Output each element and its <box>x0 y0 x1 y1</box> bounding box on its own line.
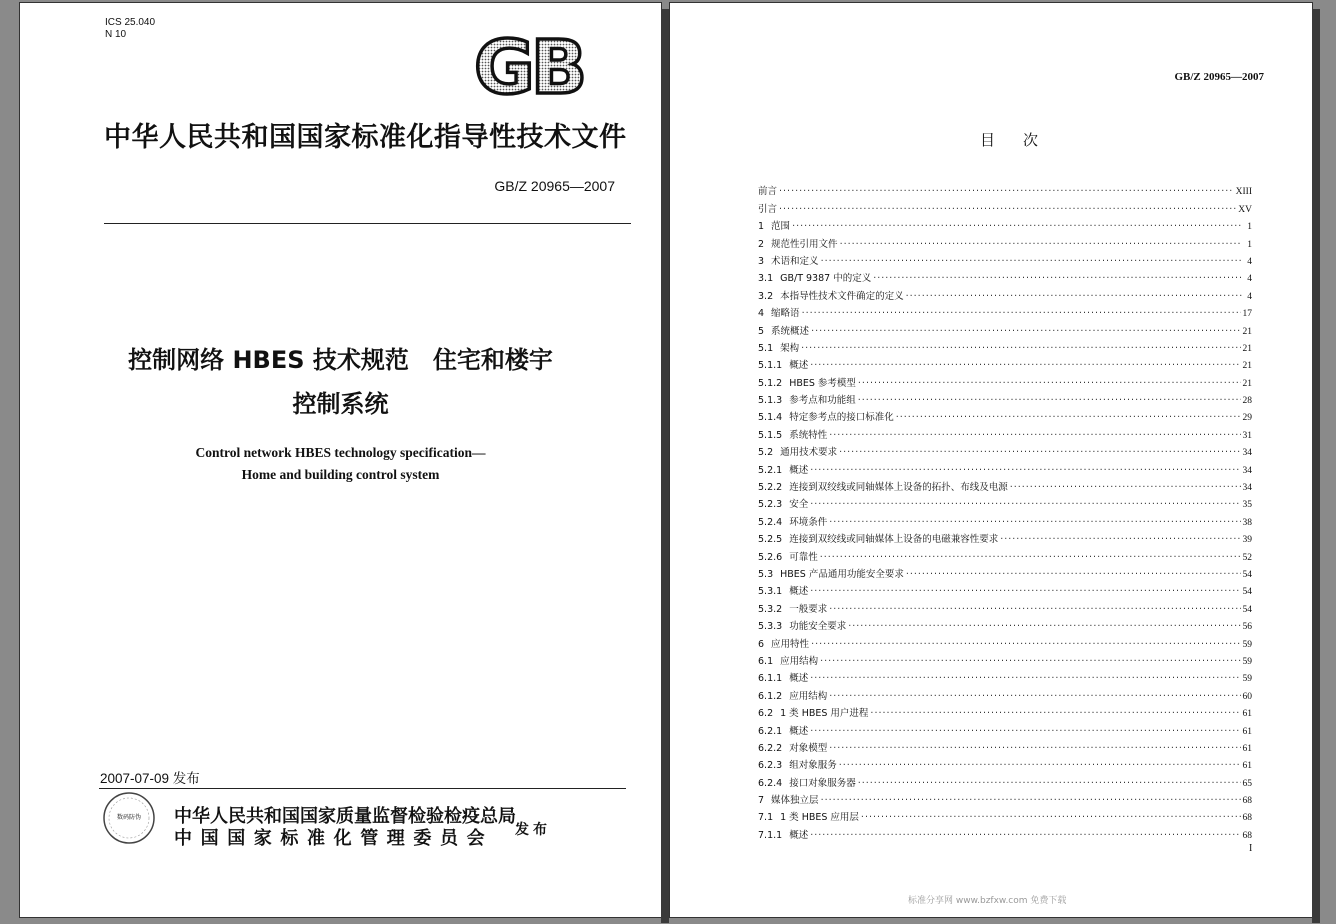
toc-entry-number: 5.1.4 <box>758 412 783 424</box>
toc-entry[interactable] <box>758 755 1252 772</box>
toc-entry-page: 61 <box>1242 743 1252 754</box>
toc-entry[interactable] <box>758 355 1252 372</box>
toc-entry[interactable] <box>758 303 1252 320</box>
watermark: 标准分享网 www.bzfxw.com 免费下载 <box>908 896 1067 906</box>
toc-entry-page: 4 <box>1247 291 1252 302</box>
toc-entry-page: 35 <box>1242 500 1252 511</box>
toc-entry[interactable] <box>758 233 1252 250</box>
toc-entry[interactable] <box>758 320 1252 337</box>
toc-entry[interactable] <box>758 285 1252 302</box>
toc-entry[interactable] <box>758 738 1252 755</box>
toc-entry[interactable] <box>758 598 1252 615</box>
toc-entry-page: 1 <box>1247 239 1252 250</box>
toc-entry-page: 68 <box>1242 813 1252 824</box>
toc-entry[interactable] <box>758 511 1252 528</box>
toc-leader-dots <box>792 221 1242 233</box>
toc-entry-page: XV <box>1238 204 1252 215</box>
toc-entry[interactable] <box>758 268 1252 285</box>
toc-entry[interactable] <box>758 824 1252 841</box>
toc-leader-dots <box>896 412 1241 424</box>
toc-entry-page: 39 <box>1242 535 1252 546</box>
toc-entry[interactable] <box>758 198 1252 215</box>
toc-entry[interactable] <box>758 651 1252 668</box>
toc-entry-text: 1 类 HBES 应用层 <box>780 812 859 824</box>
toc-entry-page: 61 <box>1242 709 1252 720</box>
page-number: I <box>1249 843 1253 854</box>
toc-entry-text: GB/T 9387 中的定义 <box>780 273 872 285</box>
toc-leader-dots <box>858 778 1241 790</box>
toc-entry-page: 31 <box>1242 430 1252 441</box>
svg-text:GB: GB <box>474 31 584 99</box>
toc-leader-dots <box>810 499 1240 511</box>
toc-entry-number: 5.3 <box>758 568 774 580</box>
toc-entry-number: 6 <box>758 638 765 650</box>
toc-entry-number: 5.3.2 <box>758 603 783 615</box>
toc-entry[interactable] <box>758 390 1252 407</box>
toc-leader-dots <box>810 726 1240 738</box>
toc-entry-number: 2 <box>758 238 765 250</box>
toc-entry-text: 术语和定义 <box>771 255 819 267</box>
toc-leader-dots <box>906 291 1242 303</box>
toc-entry[interactable] <box>758 338 1252 355</box>
title-en-line2: Home and building control system <box>241 467 440 482</box>
title-zh-line1: 控制网络 HBES 技术规范 住宅和楼宇 <box>128 346 553 374</box>
toc-leader-dots <box>802 308 1241 320</box>
toc-entry[interactable] <box>758 772 1252 789</box>
toc-entry-text: 系统特性 <box>789 429 828 441</box>
toc-leader-dots <box>861 812 1241 824</box>
toc-leader-dots <box>779 186 1234 198</box>
issuer-verb: 发布 <box>515 822 551 838</box>
toc-entry-text: 对象模型 <box>789 742 828 754</box>
toc-entry-page: 1 <box>1247 222 1252 233</box>
toc-entry[interactable] <box>758 477 1252 494</box>
toc-entry-page: 54 <box>1242 587 1252 598</box>
cover-page <box>20 3 661 917</box>
toc-entry-text: 环境条件 <box>789 516 828 528</box>
toc-entry-number: 7 <box>758 795 765 807</box>
toc-leader-dots <box>810 465 1240 477</box>
issue-date: 2007-07-09 发布 <box>100 771 200 786</box>
toc-entry-number: 6.2.2 <box>758 742 783 754</box>
toc-entry-number: 6.2.1 <box>758 725 783 737</box>
toc-entry-text: 媒体独立层 <box>771 795 819 807</box>
toc-leader-dots <box>829 517 1240 529</box>
toc-entry[interactable] <box>758 459 1252 476</box>
toc-leader-dots <box>810 673 1240 685</box>
toc-leader-dots <box>839 760 1241 772</box>
toc-entry-number: 5.2.1 <box>758 464 783 476</box>
toc-entry-text: 本指导性技术文件确定的定义 <box>780 290 904 302</box>
toc-leader-dots <box>873 273 1242 285</box>
toc-entry-page: 34 <box>1242 448 1252 459</box>
toc-leader-dots <box>811 639 1240 651</box>
toc-entry-page: 54 <box>1242 604 1252 615</box>
toc-entry-text: 特定参考点的接口标准化 <box>789 412 894 424</box>
toc-entry-number: 1 <box>758 221 765 233</box>
toc-entry-page: 21 <box>1242 326 1252 337</box>
toc-entry[interactable] <box>758 546 1252 563</box>
toc-entry-number: 5.2.3 <box>758 499 783 511</box>
toc-entry-page: 65 <box>1242 778 1252 789</box>
toc-leader-dots <box>870 708 1240 720</box>
toc-entry[interactable] <box>758 668 1252 685</box>
toc-entry[interactable] <box>758 685 1252 702</box>
toc-entry-number: 6.2.4 <box>758 777 783 789</box>
toc-entry-number: 6.1.1 <box>758 673 783 685</box>
toc-entry-page: 34 <box>1242 465 1252 476</box>
toc-entry-page: 68 <box>1242 796 1252 807</box>
title-zh-line2: 控制系统 <box>292 390 389 418</box>
classification-codes <box>105 17 155 41</box>
toc-entry-number: 4 <box>758 308 765 320</box>
toc-entry[interactable] <box>758 181 1252 198</box>
toc-entry-number: 5.3.3 <box>758 621 783 633</box>
toc-entry-number: 5.1.2 <box>758 377 783 389</box>
toc-entry[interactable] <box>758 494 1252 511</box>
standard-number: GB/Z 20965—2007 <box>494 178 615 194</box>
toc-leader-dots <box>810 586 1240 598</box>
toc-entry-text: 范围 <box>771 221 791 233</box>
toc-entry-page: 52 <box>1242 552 1252 563</box>
toc-leader-dots <box>840 239 1242 251</box>
toc-leader-dots <box>858 395 1241 407</box>
toc-entry-page: 68 <box>1242 830 1252 841</box>
toc-leader-dots <box>810 360 1240 372</box>
toc-leader-dots <box>858 378 1241 390</box>
toc-entry-page: 17 <box>1242 309 1252 320</box>
toc-entry-text: 应用结构 <box>789 690 828 702</box>
toc-leader-dots <box>829 743 1240 755</box>
toc-entry-text: HBES 参考模型 <box>789 377 856 389</box>
toc-page <box>670 3 1312 917</box>
seal-label: 数码防伪 <box>116 814 141 821</box>
toc-entry-text: 可靠性 <box>789 551 818 563</box>
toc-entry[interactable] <box>758 703 1252 720</box>
toc-entry-number: 5.2.2 <box>758 482 783 494</box>
toc-entry-text: 安全 <box>789 499 809 511</box>
toc-entry-page: 61 <box>1242 726 1252 737</box>
toc-entry-page: 61 <box>1242 761 1252 772</box>
toc-leader-dots <box>820 552 1241 564</box>
toc-entry-text: 应用结构 <box>780 655 819 667</box>
toc-entry-page: 21 <box>1242 343 1252 354</box>
ccs-code: N 10 <box>105 29 127 40</box>
toc-leader-dots <box>1010 482 1241 494</box>
ics-code: ICS 25.040 <box>105 17 156 28</box>
toc-entry-text: 1 类 HBES 用户进程 <box>780 708 869 720</box>
toc-entry[interactable] <box>758 442 1252 459</box>
toc-entry-text: 缩略语 <box>771 308 800 320</box>
toc-leader-dots <box>829 430 1240 442</box>
toc-entry-number: 6.2.3 <box>758 760 783 772</box>
toc-leader-dots <box>839 447 1240 459</box>
toc-leader-dots <box>801 343 1240 355</box>
issuer-sac: 中国国家标准化管理委员会 <box>174 828 494 849</box>
toc-entry-number: 6.1.2 <box>758 690 783 702</box>
toc-entry-page: 59 <box>1242 656 1252 667</box>
toc-leader-dots <box>811 326 1240 338</box>
toc-entry-text: 应用特性 <box>771 638 810 650</box>
toc-entry-text: 概述 <box>789 464 809 476</box>
toc-entry-number: 5.2.4 <box>758 516 783 528</box>
toc-entry-page: 29 <box>1242 413 1252 424</box>
toc-entry-page: XIII <box>1235 187 1252 198</box>
toc-entry-number: 5.3.1 <box>758 586 783 598</box>
toc-leader-dots <box>821 256 1242 268</box>
toc-entry[interactable] <box>758 581 1252 598</box>
toc-leader-dots <box>779 204 1236 216</box>
toc-entry-text: 概述 <box>789 360 809 372</box>
toc-entry-text: 概述 <box>789 829 809 841</box>
page-header-number: GB/Z 20965—2007 <box>1174 71 1264 83</box>
toc-entry-text: 概述 <box>789 673 809 685</box>
toc-entry[interactable] <box>758 616 1252 633</box>
title-en-line1: Control network HBES technology specification— <box>195 445 486 460</box>
toc-entry-text: 组对象服务 <box>789 760 837 772</box>
toc-entry-page: 54 <box>1242 569 1252 580</box>
toc-leader-dots <box>848 621 1240 633</box>
standard-type: 中华人民共和国国家标准化指导性技术文件 <box>104 122 627 153</box>
toc-entry-text: 参考点和功能组 <box>789 395 856 407</box>
toc-entry-number: 3 <box>758 255 765 267</box>
toc-entry-number: 3.1 <box>758 273 774 285</box>
toc-entry-number: 5.2.6 <box>758 551 783 563</box>
toc-entry-page: 59 <box>1242 674 1252 685</box>
toc-entry[interactable] <box>758 407 1252 424</box>
toc-title: 目次 <box>980 131 1067 149</box>
toc-entry-text: 功能安全要求 <box>789 621 847 633</box>
toc-entry-number: 5.2 <box>758 447 774 459</box>
divider <box>104 223 631 224</box>
toc-entry-page: 59 <box>1242 639 1252 650</box>
toc-entry-number: 5.2.5 <box>758 534 783 546</box>
toc-leader-dots <box>1000 534 1240 546</box>
toc-entry-text: 通用技术要求 <box>780 447 838 459</box>
toc-entry-page: 56 <box>1242 622 1252 633</box>
issuer-aqsiq: 中华人民共和国国家质量监督检验检疫总局 <box>174 806 516 827</box>
toc-entry-number: 5.1.1 <box>758 360 783 372</box>
toc-entry[interactable] <box>758 564 1252 581</box>
toc-entry-text: 一般要求 <box>789 603 828 615</box>
toc-entry-number: 6.1 <box>758 655 774 667</box>
toc-entry-page: 38 <box>1242 517 1252 528</box>
toc-entry[interactable] <box>758 720 1252 737</box>
toc-entry-text: 引言 <box>758 203 778 215</box>
toc-entry-page: 21 <box>1242 378 1252 389</box>
toc-leader-dots <box>906 569 1241 581</box>
toc-entry-text: HBES 产品通用功能安全要求 <box>780 568 904 580</box>
toc-entry-text: 概述 <box>789 586 809 598</box>
toc-entry-page: 4 <box>1247 256 1252 267</box>
toc-entry-text: 接口对象服务器 <box>789 777 856 789</box>
toc-entry-number: 7.1 <box>758 812 774 824</box>
toc-entry-text: 系统概述 <box>771 325 810 337</box>
toc-leader-dots <box>820 656 1240 668</box>
anti-counterfeit-seal <box>101 790 157 846</box>
toc-entry[interactable] <box>758 216 1252 233</box>
toc-entry-text: 概述 <box>789 725 809 737</box>
toc-entry-text: 前言 <box>758 186 778 198</box>
toc-leader-dots <box>821 795 1241 807</box>
toc-entry-number: 6.2 <box>758 708 774 720</box>
toc-entry[interactable] <box>758 424 1252 441</box>
divider <box>99 788 626 789</box>
toc-entry-number: 5.1 <box>758 342 774 354</box>
toc-list <box>758 181 1252 842</box>
toc-entry[interactable] <box>758 251 1252 268</box>
toc-entry-page: 28 <box>1242 396 1252 407</box>
toc-entry[interactable] <box>758 633 1252 650</box>
toc-entry-number: 7.1.1 <box>758 829 783 841</box>
toc-entry-text: 连接到双绞线或同轴媒体上设备的电磁兼容性要求 <box>789 534 999 546</box>
toc-entry-page: 21 <box>1242 361 1252 372</box>
toc-entry-number: 3.2 <box>758 290 774 302</box>
toc-leader-dots <box>829 691 1240 703</box>
toc-entry-number: 5 <box>758 325 765 337</box>
toc-entry-text: 架构 <box>780 342 800 354</box>
toc-entry-text: 规范性引用文件 <box>771 238 838 250</box>
toc-leader-dots <box>810 830 1240 842</box>
toc-entry[interactable] <box>758 807 1252 824</box>
toc-entry-page: 4 <box>1247 274 1252 285</box>
toc-entry[interactable] <box>758 529 1252 546</box>
toc-entry[interactable] <box>758 372 1252 389</box>
toc-entry[interactable] <box>758 790 1252 807</box>
toc-entry-page: 60 <box>1242 691 1252 702</box>
toc-entry-number: 5.1.3 <box>758 395 783 407</box>
gb-logo <box>472 31 598 99</box>
toc-entry-page: 34 <box>1242 483 1252 494</box>
toc-leader-dots <box>829 604 1240 616</box>
toc-entry-text: 连接到双绞线或同轴媒体上设备的拓扑、布线及电源 <box>789 482 1008 494</box>
toc-entry-number: 5.1.5 <box>758 429 783 441</box>
